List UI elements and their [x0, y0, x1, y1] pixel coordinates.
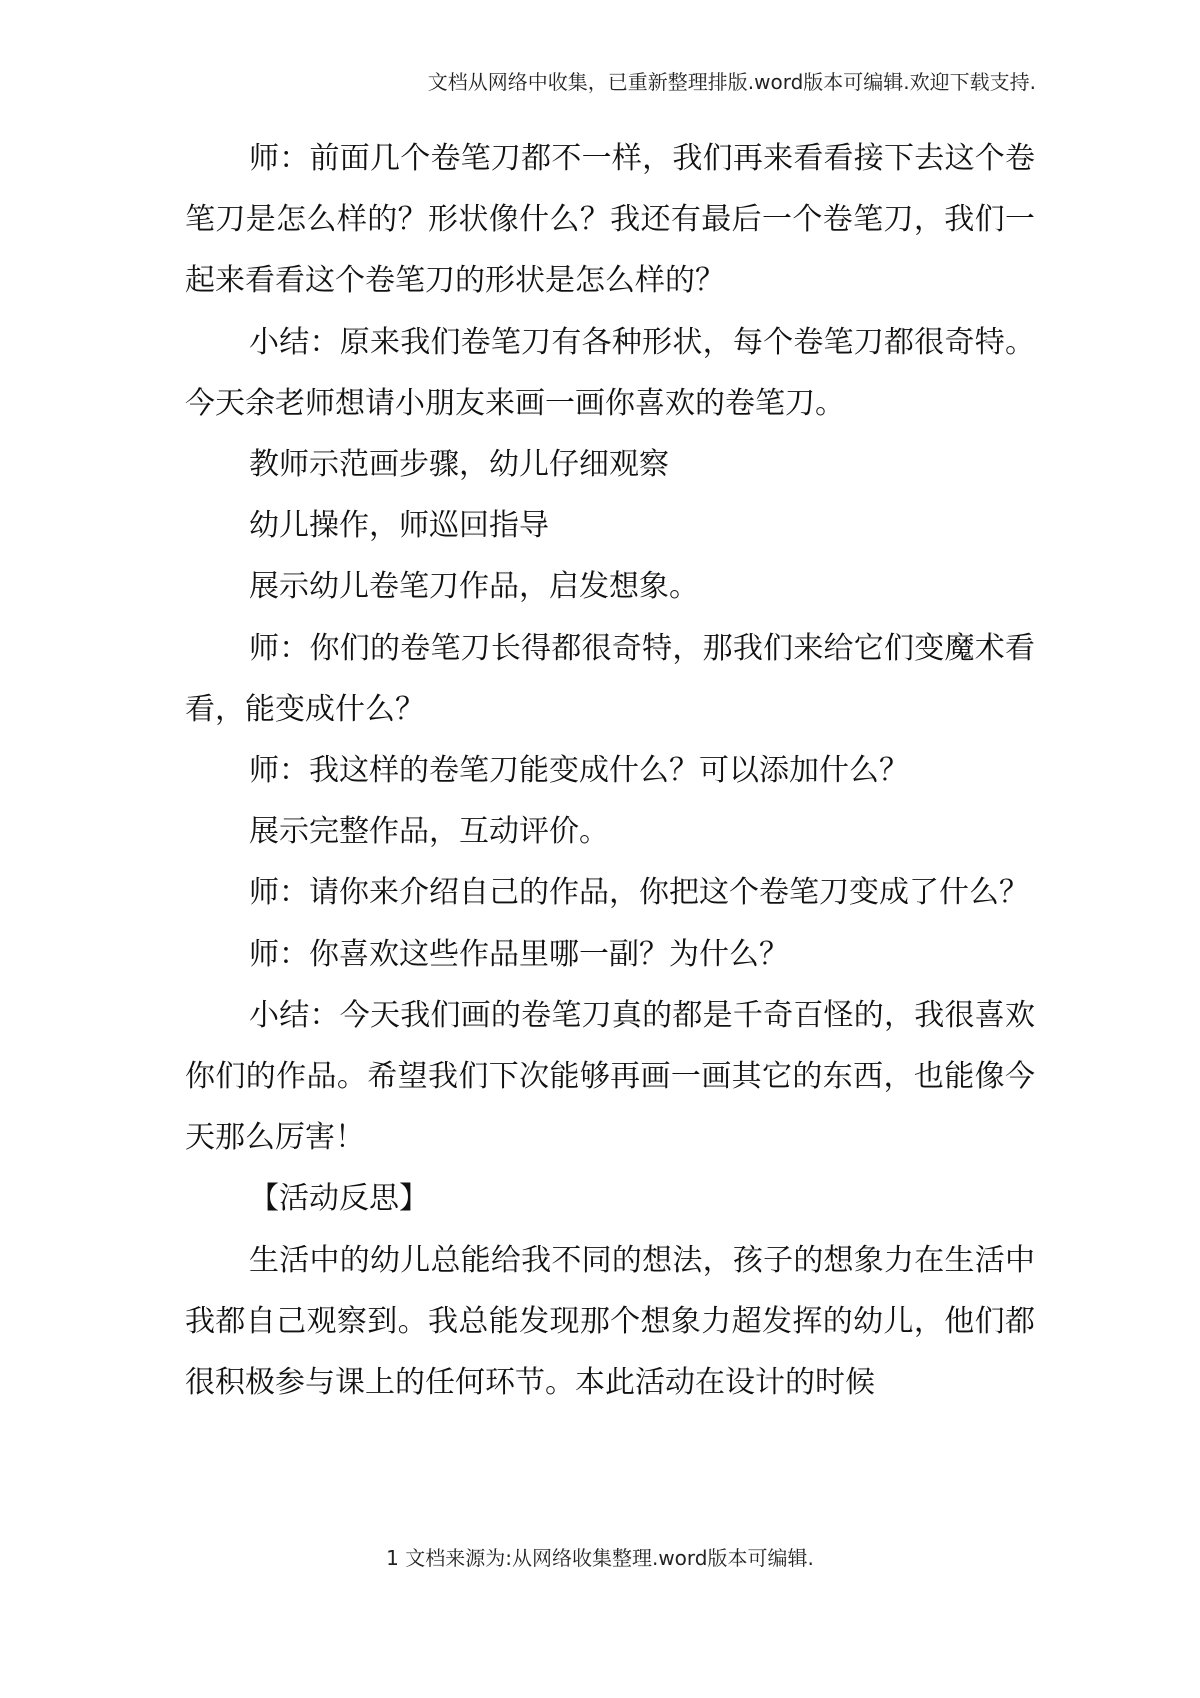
paragraph: 师：请你来介绍自己的作品，你把这个卷笔刀变成了什么？ [249, 875, 1029, 911]
footer-text: 文档来源为:从网络收集整理.word版本可编辑. [405, 1546, 814, 1570]
section-heading: 【活动反思】 [249, 1181, 429, 1217]
paragraph: 师：你喜欢这些作品里哪一副？为什么？ [249, 936, 789, 972]
paragraph: 小结：原来我们卷笔刀有各种形状，每个卷笔刀都很奇特。今天余老师想请小朋友来画一画你喜欢的卷笔刀。 [185, 324, 1035, 421]
paragraph: 小结：今天我们画的卷笔刀真的都是千奇百怪的，我很喜欢你们的作品。希望我们下次能够再画一画其它的东西，也能像今天那么厉害！ [185, 997, 1035, 1156]
paragraph: 师：我这样的卷笔刀能变成什么？可以添加什么？ [249, 753, 909, 789]
page-header: 文档从网络中收集，已重新整理排版.word版本可编辑.欢迎下载支持. [427, 70, 1036, 94]
page-number: 1 [386, 1546, 399, 1570]
document-body [185, 128, 1035, 1413]
paragraph: 展示完整作品，互动评价。 [249, 814, 609, 850]
paragraph: 教师示范画步骤，幼儿仔细观察 [249, 447, 669, 483]
paragraph: 师：你们的卷笔刀长得都很奇特，那我们来给它们变魔术看看，能变成什么？ [185, 630, 1035, 727]
paragraph: 师：前面几个卷笔刀都不一样，我们再来看看接下去这个卷笔刀是怎么样的？形状像什么？我还有最后一个卷笔刀，我们一起来看看这个卷笔刀的形状是怎么样的？ [185, 141, 1035, 299]
paragraph: 幼儿操作，师巡回指导 [249, 508, 549, 544]
paragraph: 展示幼儿卷笔刀作品，启发想象。 [249, 569, 699, 605]
paragraph: 生活中的幼儿总能给我不同的想法，孩子的想象力在生活中我都自己观察到。我总能发现那个想象力超发挥的幼儿，他们都很积极参与课上的任何环节。本此活动在设计的时候 [185, 1242, 1035, 1401]
page-footer [0, 1542, 1200, 1571]
